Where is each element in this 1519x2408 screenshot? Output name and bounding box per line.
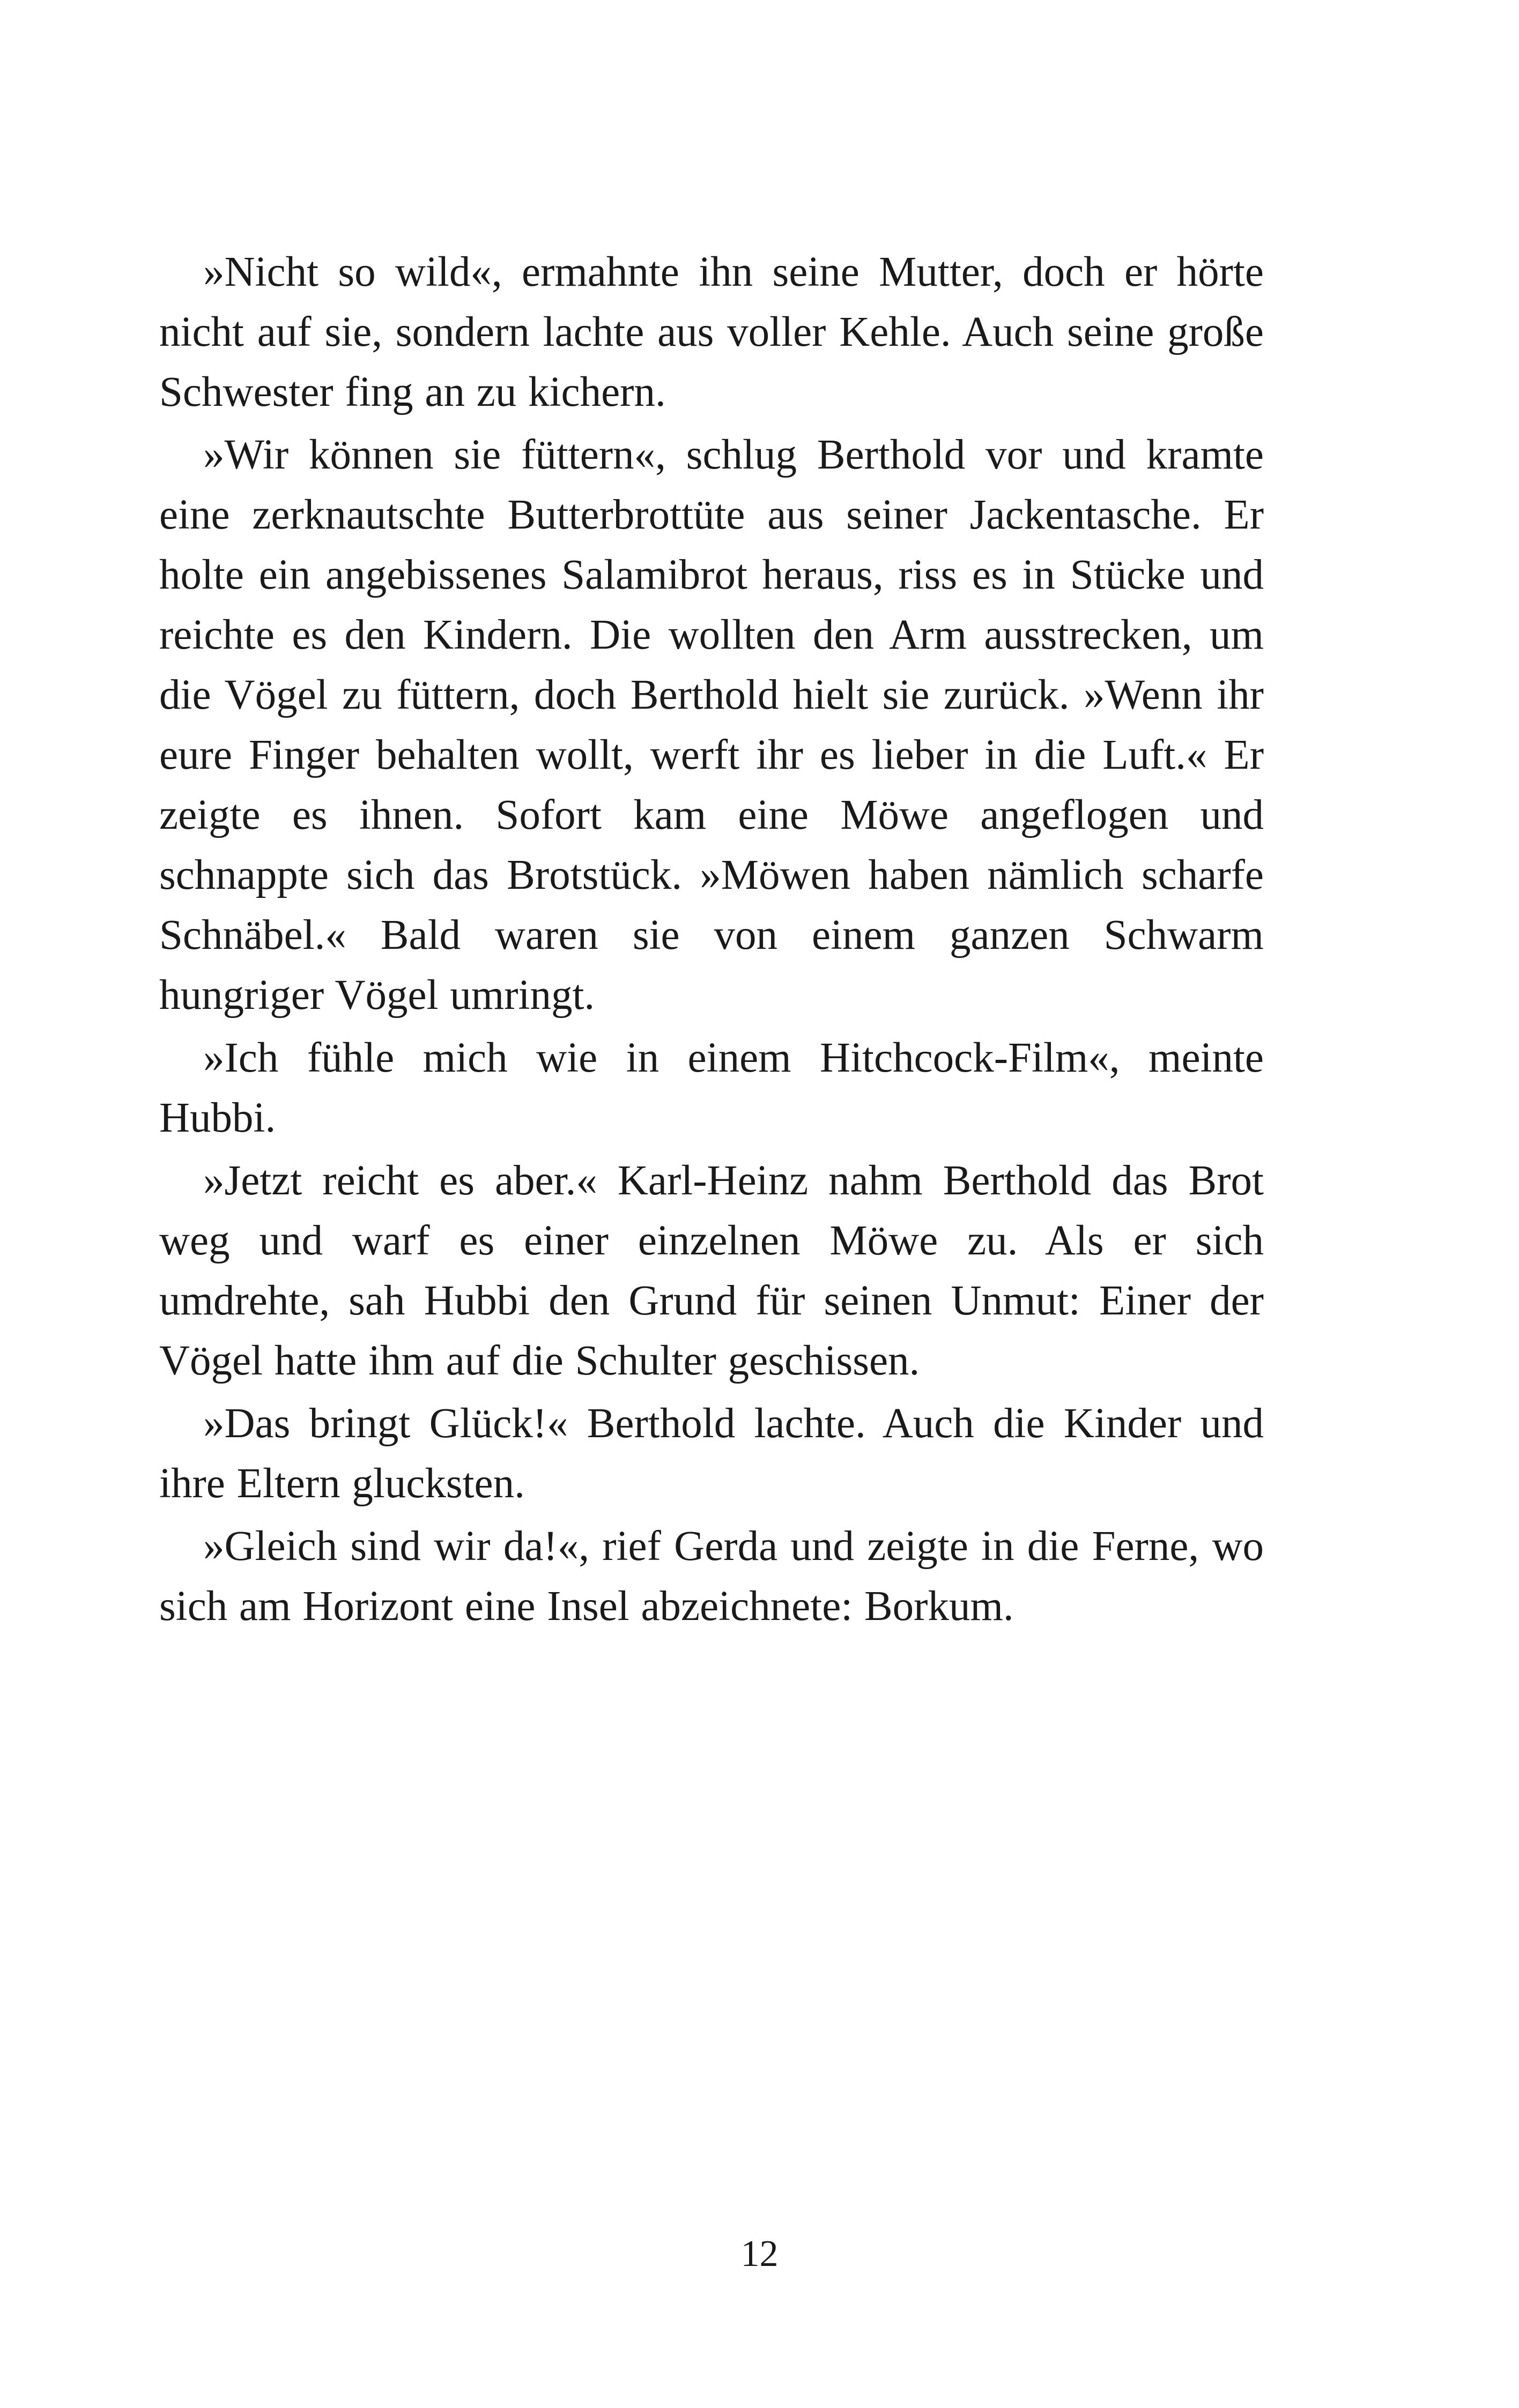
- page-number: 12: [740, 2233, 779, 2275]
- paragraph: »Ich fühle mich wie in einem Hitchcock-Film«, meinte Hubbi.: [159, 1035, 1264, 1141]
- body-text: [159, 242, 1264, 1639]
- paragraph: »Jetzt reicht es aber.« Karl-Heinz nahm Berthold das Brot weg und warf es einer einzelnen Möwe zu. Als er sich umdrehte, sah Hubbi den Grund für seinen Unmut: Einer der Vögel hatte ihm auf die Schulter geschissen.: [159, 1157, 1264, 1384]
- paragraph: »Wir können sie füttern«, schlug Berthold vor und kramte eine zerknautschte Butterbrottüte aus seiner Jackentasche. Er holte ein angebissenes Salamibrot heraus, riss es in Stücke und reichte es den Kindern. Die wollten den Arm ausstrecken, um die Vögel zu füttern, doch Berthold hielt sie zurück. »Wenn ihr eure Finger behalten wollt, werft ihr es lieber in die Luft.« Er zeigte es ihnen. Sofort kam eine Möwe angeflogen und schnappte sich das Brotstück. »Möwen haben nämlich scharfe Schnäbel.« Bald waren sie von einem ganzen Schwarm hungriger Vögel umringt.: [159, 432, 1264, 1019]
- paragraph: »Gleich sind wir da!«, rief Gerda und zeigte in die Ferne, wo sich am Horizont eine Insel abzeichnete: Borkum.: [159, 1523, 1264, 1630]
- paragraph: »Nicht so wild«, ermahnte ihn seine Mutter, doch er hörte nicht auf sie, sondern lachte aus voller Kehle. Auch seine große Schwester fing an zu kichern.: [159, 249, 1264, 415]
- paragraph: »Das bringt Glück!« Berthold lachte. Auch die Kinder und ihre Eltern glucksten.: [159, 1400, 1264, 1507]
